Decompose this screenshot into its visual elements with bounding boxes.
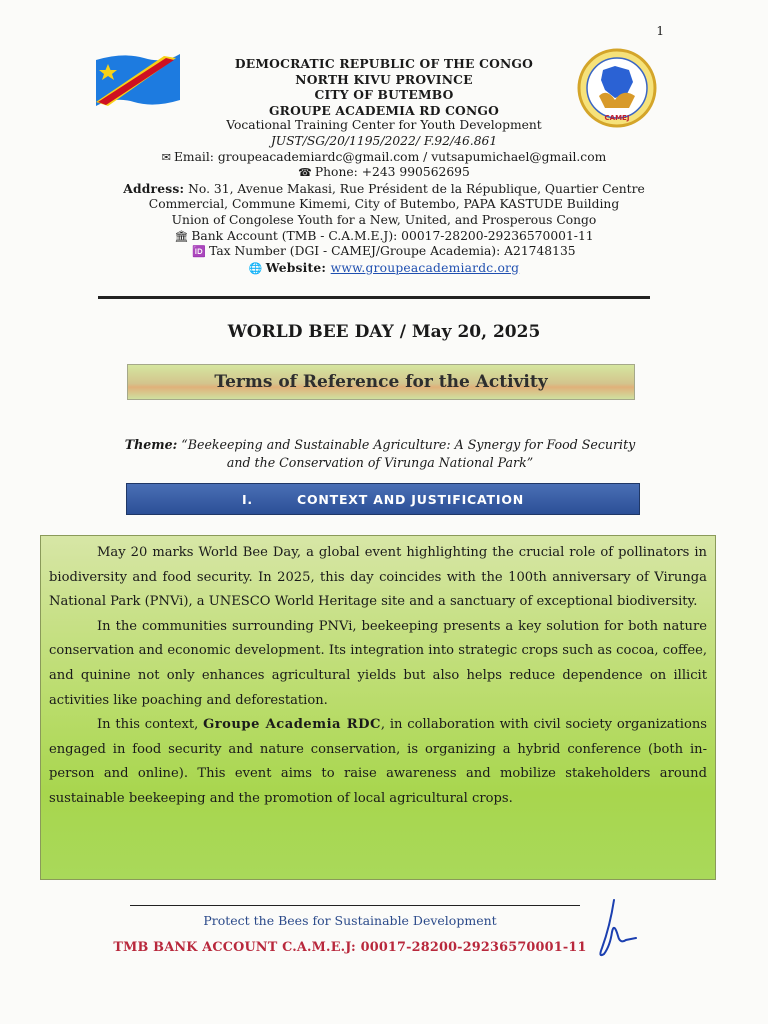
email-label: Email: <box>173 149 214 164</box>
address-label: Address: <box>123 180 185 196</box>
id-card-icon: 🆔 <box>192 245 207 259</box>
website-link[interactable]: www.groupeacademiardc.org <box>330 260 520 275</box>
address-line <box>90 181 678 198</box>
website-label: Website: <box>265 259 327 275</box>
signature <box>592 896 642 964</box>
section-heading <box>126 483 640 515</box>
subtitle-line: Vocational Training Center for Youth Development <box>226 118 542 133</box>
bank-icon: 🏛 <box>174 229 189 243</box>
website-line <box>90 260 678 277</box>
phone-icon: ☎ <box>298 166 312 180</box>
paragraph-2: In the communities surrounding PNVi, beekeeping presents a key solution for both nature conservation and economic development. Its integration into strategic crops such as cocoa, coffee, and quinine not only enhances agricultural yields but also helps reduce dependence on illicit activities like poaching and deforestation. <box>49 618 707 708</box>
phone-value: +243 990562695 <box>361 165 470 180</box>
logo-text: CAMEJ <box>604 114 630 122</box>
theme-block <box>60 436 700 472</box>
footer-slogan: Protect the Bees for Sustainable Development <box>203 913 497 928</box>
phone-line <box>90 165 678 181</box>
globe-icon: 🌐 <box>248 261 263 275</box>
country-line: DEMOCRATIC REPUBLIC OF THE CONGO <box>234 56 534 71</box>
page-number: 1 <box>656 24 664 38</box>
tax-number-text: Tax Number (DGI - CAMEJ/Groupe Academia): A21748135 <box>209 244 576 259</box>
section-number: I. <box>241 491 253 507</box>
province-line: NORTH KIVU PROVINCE <box>295 71 473 87</box>
event-title: WORLD BEE DAY / May 20, 2025 <box>227 322 541 342</box>
theme-label: Theme: <box>124 437 178 452</box>
address-value: No. 31, Avenue Makasi, Rue Président de la République, Quartier Centre <box>188 181 645 196</box>
theme-line-1 <box>60 436 700 454</box>
reference-line: JUST/SG/20/1195/2022/ F.92/46.861 <box>270 133 498 148</box>
email-line <box>90 150 678 166</box>
address-line-2: Commercial, Commune Kimemi, City of Butembo, PAPA KASTUDE Building <box>148 197 620 212</box>
paragraph-3-start: In this context, <box>97 717 199 733</box>
theme-text-1: “Beekeeping and Sustainable Agriculture: A Synergy for Food Security <box>181 437 636 452</box>
email-value[interactable]: groupeacademiardc@gmail.com / vutsapumichael@gmail.com <box>217 149 607 164</box>
bank-account-text: Bank Account (TMB - C.A.M.E.J): 00017-28200-29236570001-11 <box>191 228 594 243</box>
section-title: CONTEXT AND JUSTIFICATION <box>296 491 525 507</box>
footer-bank-account: TMB BANK ACCOUNT C.A.M.E.J: 00017-28200-29236570001-11 <box>113 940 587 955</box>
footer-divider <box>130 905 580 906</box>
context-body <box>40 535 716 880</box>
tax-number-line <box>90 244 678 260</box>
paragraph-3 <box>49 713 707 811</box>
letterhead <box>90 56 678 276</box>
bank-account-line <box>90 229 678 245</box>
phone-label: Phone: <box>314 165 358 180</box>
tor-title: Terms of Reference for the Activity <box>214 372 548 392</box>
header-divider <box>98 296 650 299</box>
organization-name: Groupe Academia RDC <box>203 717 381 733</box>
organization-line: GROUPE ACADEMIA RD CONGO <box>268 102 500 118</box>
paragraph-1: May 20 marks World Bee Day, a global event highlighting the crucial role of pollinators in biodiversity and food security. In 2025, this day coincides with the 100th anniversary of Virunga National Park (PNVi), a UNESCO World Heritage site and a sanctuary of exceptional biodiversity. <box>49 545 707 610</box>
city-line: CITY OF BUTEMBO <box>314 87 454 103</box>
email-icon: ✉ <box>161 150 171 164</box>
paragraph-3-rest: , in collaboration with civil society organizations engaged in food security and nature conservation, is organizing a hybrid conference (both in-person and online). This event aims to raise awareness and mobilize stakeholders around sustainable beekeeping and the promotion of local agricultural crops. <box>49 717 708 806</box>
union-line: Union of Congolese Youth for a New, United, and Prosperous Congo <box>171 212 597 227</box>
tor-title-banner <box>127 364 635 400</box>
theme-line-2: and the Conservation of Virunga National Park” <box>226 455 534 470</box>
